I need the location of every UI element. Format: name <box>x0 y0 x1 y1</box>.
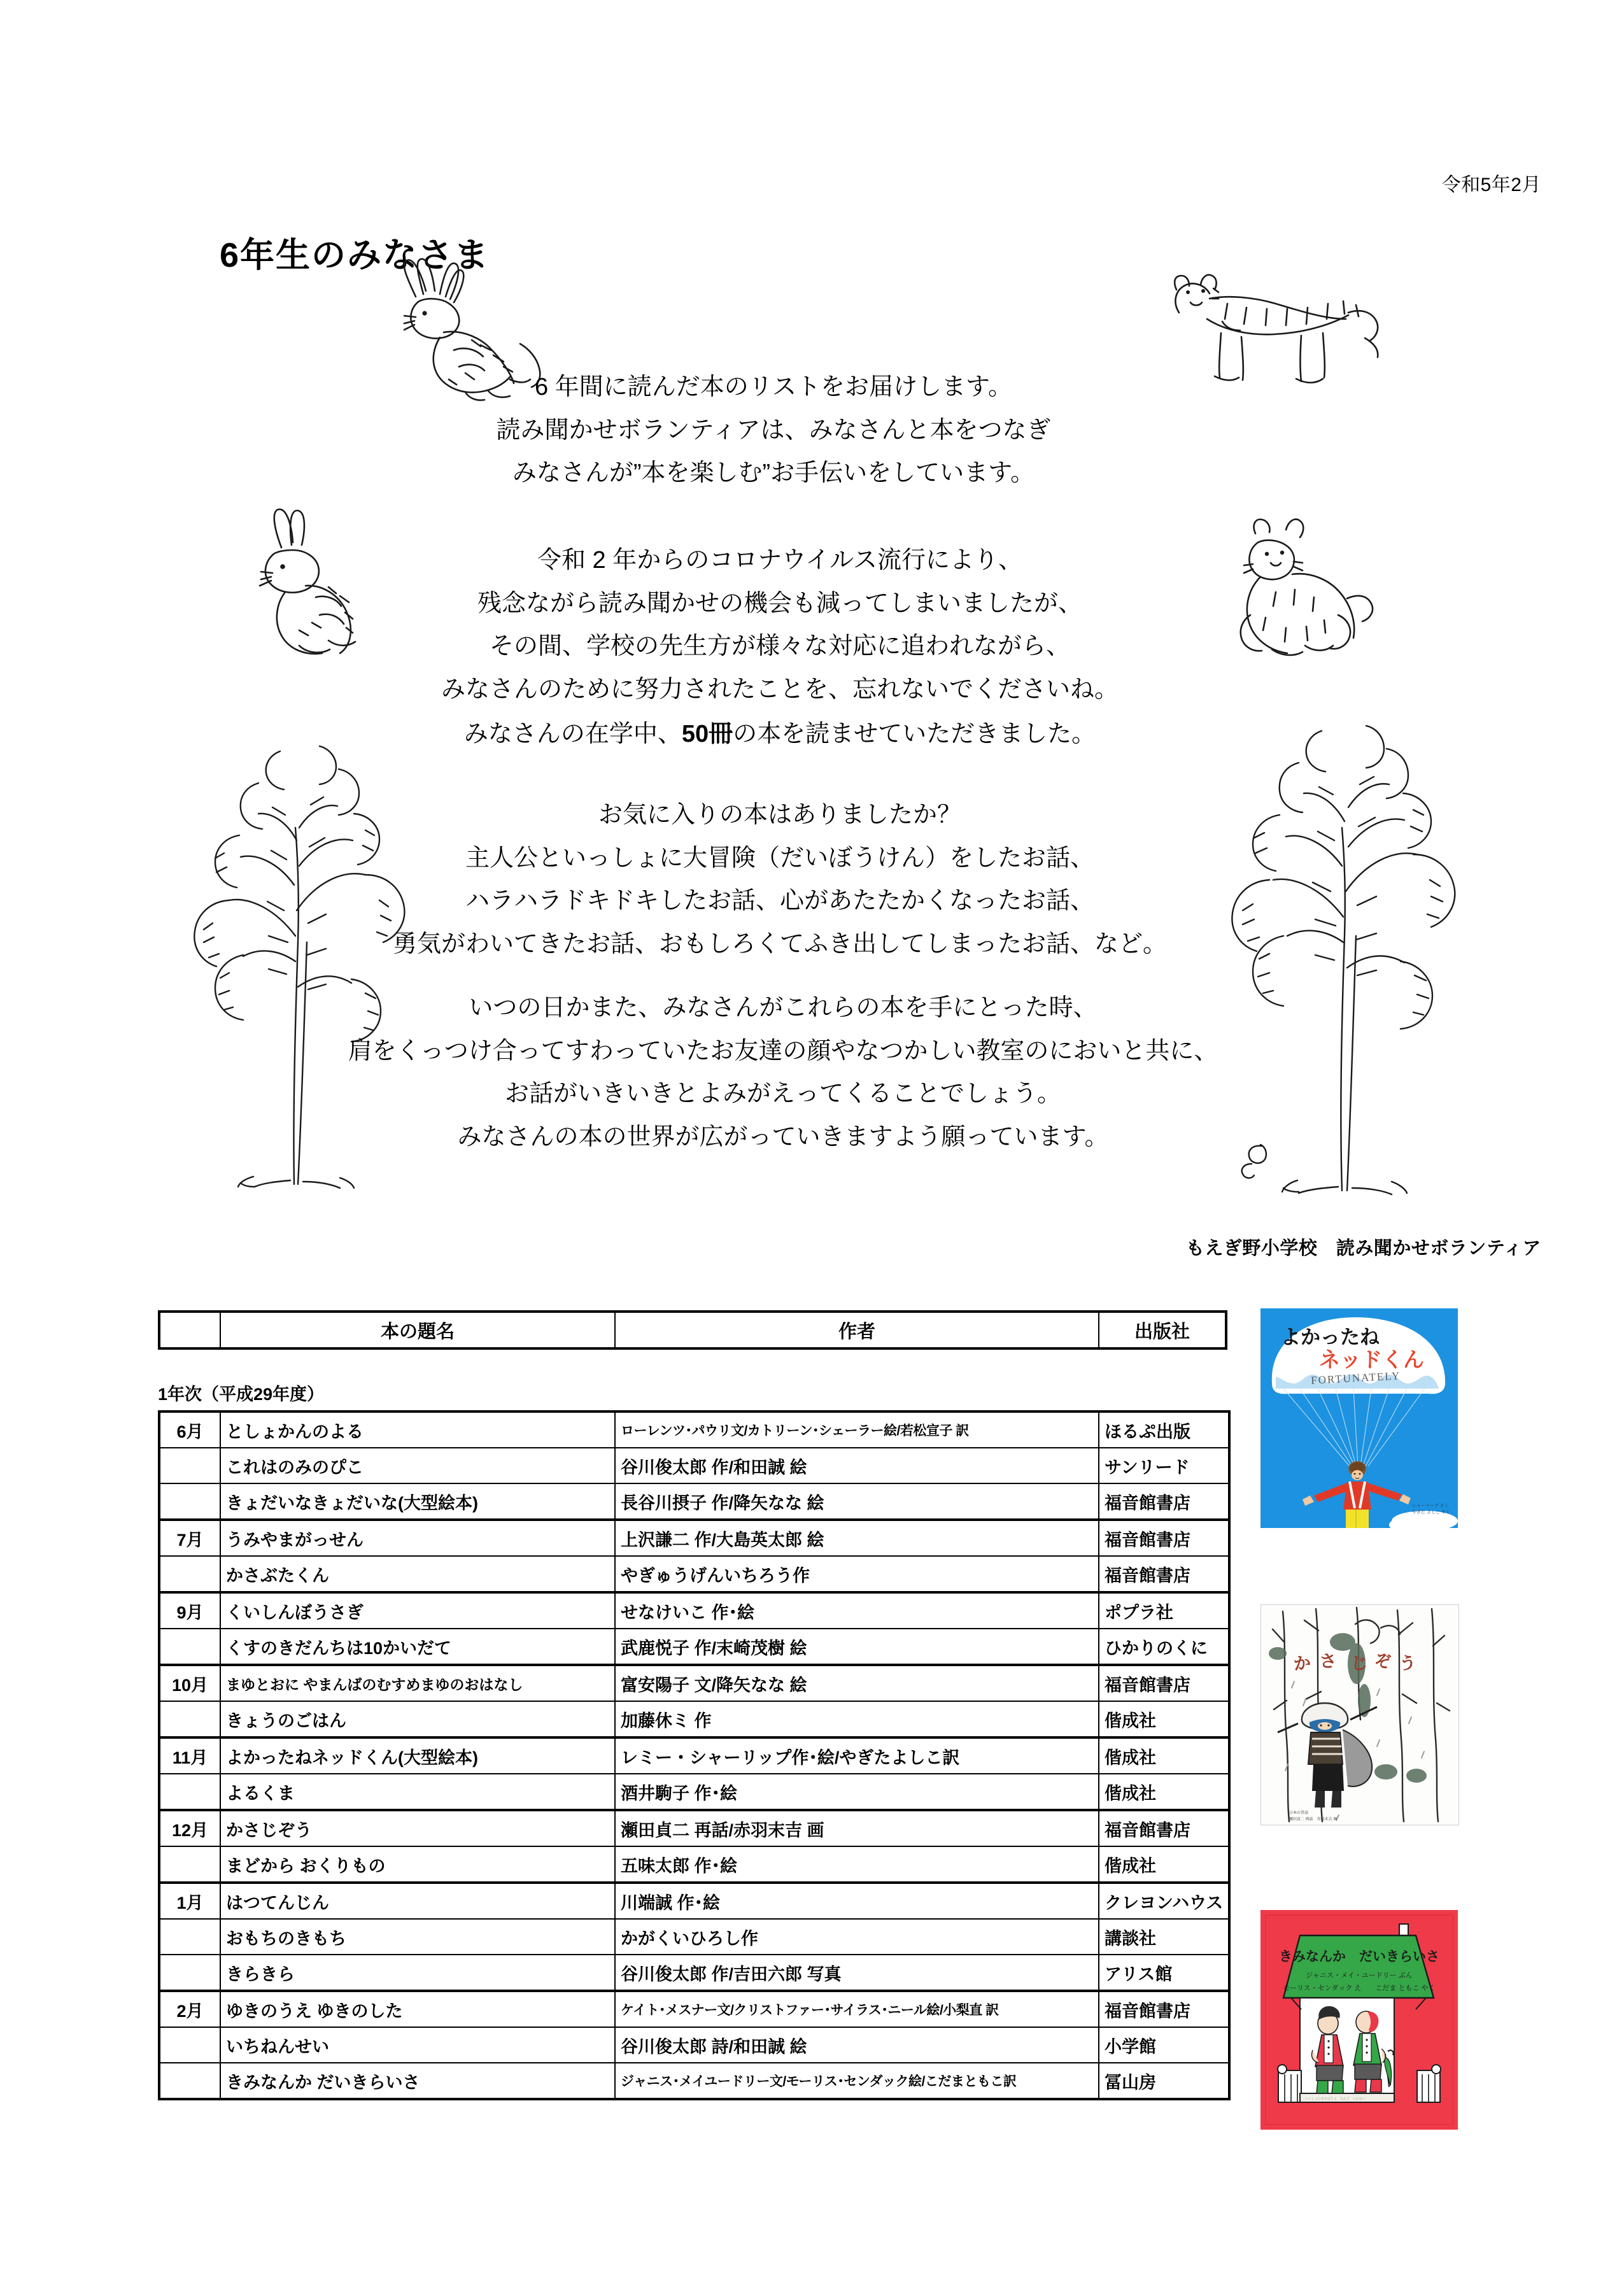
tree-right-illustration <box>1203 643 1477 1197</box>
cell-book-title: これはのみのぴこ <box>220 1448 615 1483</box>
cell-month <box>159 1955 220 1991</box>
cell-book-title: ゆきのうえ ゆきのした <box>220 1991 615 2027</box>
table-header-row <box>159 1312 1226 1348</box>
table-row <box>159 1883 1229 1919</box>
table-row <box>159 1520 1229 1556</box>
cell-author: かがくいひろし作 <box>615 1919 1099 1955</box>
table-row <box>159 1629 1229 1665</box>
svg-text:ジャニス・メイ・ユードリー ぶん: ジャニス・メイ・ユードリー ぶん <box>1306 1972 1413 1979</box>
svg-text:か: か <box>1292 1653 1312 1674</box>
cell-publisher: ひかりのくに <box>1099 1629 1229 1665</box>
cell-book-title: かさぶたくん <box>220 1556 615 1592</box>
letter-line: 残念ながら読み聞かせの機会も減ってしまいましたが、 <box>477 590 1082 617</box>
cell-month <box>159 1629 220 1665</box>
svg-text:FORTUNATELY: FORTUNATELY <box>1310 1369 1401 1387</box>
cell-author: 酒井駒子 作･絵 <box>615 1774 1099 1810</box>
cell-book-title: おもちのきもち <box>220 1919 615 1955</box>
letter-paragraph-4 <box>357 794 1203 966</box>
cell-publisher: 福音館書店 <box>1099 1556 1229 1592</box>
cell-author: 谷川俊太郎 作/吉田六郎 写真 <box>615 1955 1099 1991</box>
cell-author: ローレンツ･パウリ文/カトリーン･シェーラー絵/若松宣子 訳 <box>615 1411 1099 1448</box>
table-row <box>159 2027 1229 2063</box>
letter-paragraph-5 <box>306 987 1260 1159</box>
book-table <box>158 1410 1231 2100</box>
table-row <box>159 1665 1229 1701</box>
cell-book-title: くいしんぼうさぎ <box>220 1592 615 1629</box>
cell-author: 谷川俊太郎 作/和田誠 絵 <box>615 1448 1099 1483</box>
cell-month <box>159 1483 220 1520</box>
cell-author: 五味太郎 作･絵 <box>615 1846 1099 1883</box>
cell-author: ケイト･メスナー文/クリストファー･サイラス･ニール絵/小梨直 訳 <box>615 1991 1099 2027</box>
cell-author: レミー・シャーリップ作･絵/やぎたよしこ訳 <box>615 1737 1099 1774</box>
svg-text:モーリス・センダック え こだま ともこ やく: モーリス・センダック え こだま ともこ やく <box>1283 1984 1436 1992</box>
cell-book-title: まゆとおに やまんばのむすめまゆのおはなし <box>220 1665 615 1701</box>
cell-publisher: 小学館 <box>1099 2027 1229 2063</box>
cover-kiminanka-daikiraisa <box>1260 1910 1458 2130</box>
letter-line: 主人公といっしょに大冒険（だいぼうけん）をしたお話、 <box>465 844 1094 872</box>
svg-text:いっしょにあそぼうよ なんて いわない: いっしょにあそぼうよ なんて いわない <box>1305 2097 1366 2101</box>
letter-line: いつの日かまた、みなさんがこれらの本を手にとった時、 <box>469 994 1098 1021</box>
table-row <box>159 1701 1229 1737</box>
table-row <box>159 1919 1229 1955</box>
cell-book-title: まどから おくりもの <box>220 1846 615 1883</box>
cell-publisher: 福音館書店 <box>1099 1520 1229 1556</box>
document-date: 令和5年2月 <box>1441 174 1541 195</box>
cell-month <box>159 1556 220 1592</box>
tiger-cub-illustration <box>1197 503 1388 662</box>
cell-month: 2月 <box>159 1991 220 2027</box>
cell-month: 9月 <box>159 1592 220 1629</box>
cell-publisher: クレヨンハウス <box>1099 1883 1229 1919</box>
cell-author: ジャニス･メイユードリー文/モーリス･センダック絵/こだまともこ訳 <box>615 2063 1099 2099</box>
cell-book-title: きらきら <box>220 1955 615 1991</box>
cell-publisher: 福音館書店 <box>1099 1810 1229 1846</box>
table-row <box>159 1991 1229 2027</box>
cell-publisher: ほるぷ出版 <box>1099 1411 1229 1448</box>
table-row <box>159 2063 1229 2099</box>
column-header-publisher: 出版社 <box>1099 1312 1226 1348</box>
letter-paragraph-2 <box>382 539 1178 712</box>
letter-line-count <box>382 713 1178 756</box>
svg-text:ぞ: ぞ <box>1374 1652 1392 1671</box>
cell-month: 1月 <box>159 1883 220 1919</box>
cell-month <box>159 1701 220 1737</box>
cell-month <box>159 1448 220 1483</box>
table-row <box>159 1592 1229 1629</box>
page-title: 6年生のみなさま <box>220 236 490 274</box>
table-row <box>159 1810 1229 1846</box>
cover-kasajizou <box>1260 1604 1459 1825</box>
cell-author: 川端誠 作･絵 <box>615 1883 1099 1919</box>
svg-text:やぎた よしこ やく: やぎた よしこ やく <box>1412 1510 1450 1515</box>
cell-publisher: サンリード <box>1099 1448 1229 1483</box>
cell-month <box>159 2063 220 2099</box>
table-row <box>159 1411 1229 1448</box>
year-label: 1年次（平成29年度） <box>158 1385 325 1404</box>
letter-line: お気に入りの本はありましたか？ <box>598 802 961 828</box>
letter-line: 肩をくっつけ合ってすわっていたお友達の顔やなつかしい教室のにおいと共に、 <box>348 1037 1218 1065</box>
letter-line: ハラハラドキドキしたお話、心があたたかくなったお話、 <box>465 888 1094 915</box>
column-header-title: 本の題名 <box>220 1312 615 1348</box>
cover-yokattane-ned-kun <box>1260 1308 1458 1528</box>
book-table-header <box>158 1310 1227 1350</box>
cell-book-title: うみやまがっせん <box>220 1520 615 1556</box>
cell-publisher: アリス館 <box>1099 1955 1229 1991</box>
cell-book-title: としょかんのよる <box>220 1411 615 1448</box>
signature: もえぎ野小学校 読み聞かせボランティア <box>1185 1238 1541 1259</box>
letter-line: 令和 2 年からのコロナウイルス流行により、 <box>537 547 1022 574</box>
table-row <box>159 1556 1229 1592</box>
book-table-body-wrap <box>158 1410 1231 2100</box>
cell-author: 加藤休ミ 作 <box>615 1701 1099 1737</box>
cell-author: 富安陽子 文/降矢なな 絵 <box>615 1665 1099 1701</box>
cell-book-title: きょうのごはん <box>220 1701 615 1737</box>
cell-publisher: 偕成社 <box>1099 1701 1229 1737</box>
cell-publisher: 福音館書店 <box>1099 1483 1229 1520</box>
cell-month <box>159 2027 220 2063</box>
cell-month: 11月 <box>159 1737 220 1774</box>
rabbit-sitting-illustration <box>210 503 407 662</box>
table-row <box>159 1483 1229 1520</box>
cell-author: 長谷川摂子 作/降矢なな 絵 <box>615 1483 1099 1520</box>
tiger-adult-illustration <box>1146 251 1388 398</box>
column-header-author: 作者 <box>615 1312 1099 1348</box>
cell-publisher: 講談社 <box>1099 1919 1229 1955</box>
cell-author: 上沢謙二 作/大島英太郎 絵 <box>615 1520 1099 1556</box>
letter-line: みなさんのために努力されたことを、忘れないでくださいね。 <box>441 676 1119 703</box>
svg-text:シャーリップ さく: シャーリップ さく <box>1412 1504 1449 1508</box>
cell-author: 瀬田貞二 再話/赤羽末吉 画 <box>615 1810 1099 1846</box>
cell-publisher: 偕成社 <box>1099 1774 1229 1810</box>
tree-left-illustration <box>159 656 439 1191</box>
table-row <box>159 1737 1229 1774</box>
cell-book-title: きみなんか だいきらいさ <box>220 2063 615 2099</box>
cell-author: やぎゅうげんいちろう作 <box>615 1556 1099 1592</box>
column-header-month <box>159 1312 220 1348</box>
letter-line: その間、学校の先生方が様々な対応に追われながら、 <box>489 633 1070 660</box>
svg-text:ネッドくん: ネッドくん <box>1319 1348 1424 1371</box>
svg-text:さ: さ <box>1318 1651 1338 1671</box>
cell-publisher: 偕成社 <box>1099 1737 1229 1774</box>
table-row <box>159 1448 1229 1483</box>
svg-text:よかったね: よかったね <box>1281 1326 1380 1348</box>
cell-publisher: 偕成社 <box>1099 1846 1229 1883</box>
letter-text-pre: みなさんの在学中、 <box>463 721 682 747</box>
letter-line: 勇気がわいてきたお話、おもしろくてふき出してしまったお話、など。 <box>392 930 1167 958</box>
cell-publisher: 冨山房 <box>1099 2063 1229 2099</box>
cell-month: 12月 <box>159 1810 220 1846</box>
table-row <box>159 1774 1229 1810</box>
rabbit-standing-illustration <box>347 255 557 414</box>
book-table-header-wrap <box>158 1310 1227 1350</box>
cell-month <box>159 1846 220 1883</box>
svg-text:きみなんか だいきらいさ: きみなんか だいきらいさ <box>1279 1949 1439 1964</box>
letter-line: 6 年間に読んだ本のリストをお届けします。 <box>535 374 1012 400</box>
cell-publisher: ポプラ社 <box>1099 1592 1229 1629</box>
svg-text:瀬田貞二 再話 赤羽末吉 画: 瀬田貞二 再話 赤羽末吉 画 <box>1289 1818 1338 1822</box>
svg-text:う: う <box>1398 1653 1417 1674</box>
cell-book-title: いちねんせい <box>220 2027 615 2063</box>
cell-publisher: 福音館書店 <box>1099 1991 1229 2027</box>
cell-month: 6月 <box>159 1411 220 1448</box>
letter-line: 読み聞かせボランティアは、みなさんと本をつなぎ <box>496 416 1051 444</box>
cell-book-title: よかったねネッドくん(大型絵本) <box>220 1737 615 1774</box>
cell-month: 7月 <box>159 1520 220 1556</box>
svg-text:日本の昔話: 日本の昔話 <box>1289 1811 1309 1815</box>
cell-publisher: 福音館書店 <box>1099 1665 1229 1701</box>
svg-text:じ: じ <box>1350 1653 1369 1674</box>
cell-book-title: よるくま <box>220 1774 615 1810</box>
cell-month <box>159 1774 220 1810</box>
cell-book-title: きょだいなきょだいな(大型絵本) <box>220 1483 615 1520</box>
cell-month <box>159 1919 220 1955</box>
cell-book-title: はつてんじん <box>220 1883 615 1919</box>
cell-author: 谷川俊太郎 詩/和田誠 絵 <box>615 2027 1099 2063</box>
letter-line: みなさんの本の世界が広がっていきますよう願っています。 <box>457 1123 1109 1150</box>
letter-line: お話がいきいきとよみがえってくることでしょう。 <box>504 1080 1061 1108</box>
table-row <box>159 1846 1229 1883</box>
letter-line: みなさんが”本を楽しむ”お手伝いをしています。 <box>512 460 1035 487</box>
cell-book-title: かさじぞう <box>220 1810 615 1846</box>
letter-text-post: の本を読ませていただきました。 <box>733 721 1096 747</box>
table-row <box>159 1955 1229 1991</box>
cell-author: せなけいこ 作･絵 <box>615 1592 1099 1629</box>
cell-month: 10月 <box>159 1665 220 1701</box>
cell-book-title: くすのきだんちは10かいだて <box>220 1629 615 1665</box>
book-count: 50冊 <box>681 721 733 747</box>
letter-paragraph-3 <box>382 713 1178 756</box>
cell-author: 武鹿悦子 作/末崎茂樹 絵 <box>615 1629 1099 1665</box>
